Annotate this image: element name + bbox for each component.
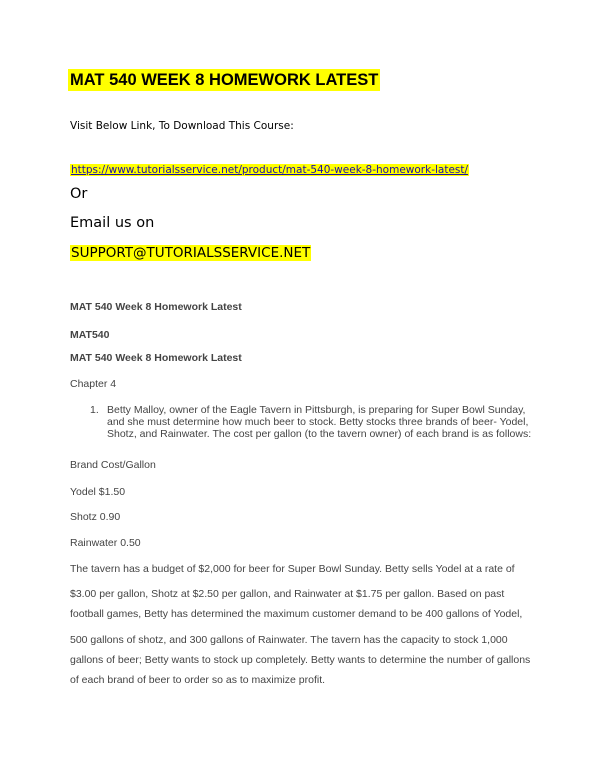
course-subheading: MAT 540 Week 8 Homework Latest bbox=[70, 352, 242, 364]
question-text: Betty Malloy, owner of the Eagle Tavern in Pittsburgh, is preparing for Super Bowl Sunday, and she must determine how much beer to stock. Betty stocks three brands of beer- Yodel, Shotz, and Rainwater. The cost per gallon (to the tavern owner) of each brand is as follows: bbox=[107, 404, 532, 440]
table-header: Brand Cost/Gallon bbox=[70, 459, 156, 471]
support-email[interactable]: SUPPORT@TUTORIALSSERVICE.NET bbox=[71, 245, 311, 261]
table-row: Rainwater 0.50 bbox=[70, 537, 141, 549]
paragraph-prices: $3.00 per gallon, Shotz at $2.50 per gallon, and Rainwater at $1.75 per gallon. Based on past football games, Betty has determined the maximum customer demand to be 400 gallons of Yodel, bbox=[70, 588, 523, 620]
table-row: Shotz 0.90 bbox=[70, 511, 121, 523]
question-number: 1. bbox=[90, 404, 99, 416]
course-heading: MAT 540 Week 8 Homework Latest bbox=[70, 301, 242, 313]
or-text: Or bbox=[70, 186, 88, 202]
paragraph-capacity: 500 gallons of shotz, and 300 gallons of Rainwater. The tavern has the capacity to stock 1,000 gallons of beer; Betty wants to stock up completely. Betty wants to determine the number of gallons of each brand of beer to order so as to maximize profit. bbox=[70, 634, 531, 686]
table-row: Yodel $1.50 bbox=[70, 486, 126, 498]
question-item bbox=[90, 404, 535, 440]
intro-text: Visit Below Link, To Download This Course: bbox=[70, 120, 294, 132]
page-title: MAT 540 WEEK 8 HOMEWORK LATEST bbox=[70, 71, 379, 89]
email-label: Email us on bbox=[70, 215, 155, 231]
course-code: MAT540 bbox=[70, 329, 110, 341]
paragraph-budget: The tavern has a budget of $2,000 for beer for Super Bowl Sunday. Betty sells Yodel at a rate of bbox=[70, 563, 515, 575]
chapter-label: Chapter 4 bbox=[70, 378, 117, 390]
download-link[interactable]: https://www.tutorialsservice.net/product/mat-540-week-8-homework-latest/ bbox=[71, 164, 469, 176]
